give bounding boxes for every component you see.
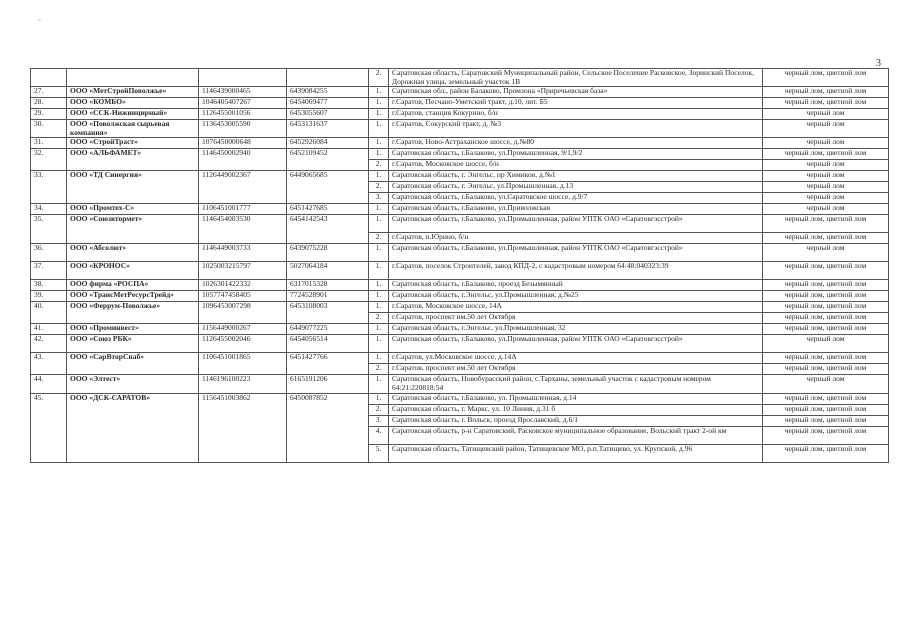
cell-inn: 6453108003 (287, 302, 369, 324)
cell-inn: 7724528901 (287, 291, 369, 302)
corner-mark: - (38, 14, 41, 24)
cell-company-name: ООО «Союз РБК» (67, 335, 199, 353)
cell-site-address: Саратовская область, г.Балаково, ул.Промышленная, 9/1,9/2 (389, 149, 763, 160)
cell-site-address: Саратовская область, г.Балаково, ул.Промышленная, район УПТК ОАО «Саратовгэсстрой» (389, 335, 763, 353)
cell-number: 36. (31, 244, 67, 262)
cell-number: 44. (31, 375, 67, 393)
cell-number: 37. (31, 262, 67, 280)
cell-company-name: ООО «КОМБО» (67, 98, 199, 109)
table-row (31, 335, 889, 353)
cell-site-address: Саратовская обл., район Балаково, Промзона «Приречьевская база» (389, 87, 763, 98)
cell-site-number: 1. (369, 215, 389, 233)
cell-inn: 6454142543 (287, 215, 369, 244)
cell-site-address: г.Саратов, Московское шоссе, 14А (389, 302, 763, 313)
cell-site-number: 1. (369, 335, 389, 353)
cell-site-address: Саратовская область, р-н Саратовский, Расковское муниципальное образование, Вольский тракт 2-ой км (389, 426, 763, 444)
cell-site-address: Саратовская область, г.Балаково, ул.Промышленная, район УПТК ОАО «Саратовгэсстрой» (389, 215, 763, 233)
cell-site-address: Саратовская область, г.Балаково, ул. Промышленная, д.14 (389, 393, 763, 404)
cell-company-name: ООО «ДСК-САРАТОВ» (67, 393, 199, 462)
cell-ogrn: 1146450002940 (199, 149, 287, 171)
cell-site-number: 2. (369, 182, 389, 193)
cell-ogrn: 1136453005590 (199, 120, 287, 138)
cell-ogrn: 1106451001777 (199, 204, 287, 215)
cell-site-address: Саратовская область, г. Энгельс, ул.Промышленная, д.13 (389, 182, 763, 193)
cell-ogrn: 1126455001056 (199, 109, 287, 120)
cell-ogrn: 1146454003530 (199, 215, 287, 244)
cell-site-address: Саратовская область, Татищевский район, Татищевское МО, р.п.Татищево, ул. Крупской, д.96 (389, 444, 763, 462)
cell-scrap-type: черный лом (763, 375, 889, 393)
cell-site-number: 2. (369, 233, 389, 244)
cell-inn: 6450087852 (287, 393, 369, 462)
cell-inn (287, 69, 369, 87)
table-row (31, 69, 889, 87)
cell-scrap-type: черный лом (763, 171, 889, 182)
cell-company-name: ООО «ССК-Нижинцирный» (67, 109, 199, 120)
cell-scrap-type: черный лом, цветной лом (763, 313, 889, 324)
cell-scrap-type: черный лом, цветной лом (763, 302, 889, 313)
cell-site-number: 1. (369, 324, 389, 335)
cell-company-name: ООО «Проминвест» (67, 324, 199, 335)
cell-inn: 6453131637 (287, 120, 369, 138)
cell-ogrn: 1046405407267 (199, 98, 287, 109)
cell-site-number: 1. (369, 149, 389, 160)
cell-scrap-type: черный лом (763, 335, 889, 353)
cell-site-address: г.Саратов, проспект им.50 лет Октября (389, 313, 763, 324)
cell-site-address: Саратовская область, г.Балаково, ул.Приволжская (389, 204, 763, 215)
cell-inn: 6449077225 (287, 324, 369, 335)
cell-number: 30. (31, 120, 67, 138)
cell-scrap-type: черный лом (763, 160, 889, 171)
cell-ogrn: 1126455002046 (199, 335, 287, 353)
cell-scrap-type: черный лом, цветной лом (763, 393, 889, 404)
table-row (31, 375, 889, 393)
cell-company-name: ООО «ТД Синергия» (67, 171, 199, 204)
table-row (31, 98, 889, 109)
cell-inn: 6452926084 (287, 138, 369, 149)
cell-scrap-type: черный лом, цветной лом (763, 444, 889, 462)
cell-site-address: г.Саратов, проспект им.50 лет Октября (389, 364, 763, 375)
table-row (31, 280, 889, 291)
cell-company-name: ООО «Союзвтормет» (67, 215, 199, 244)
cell-scrap-type: черный лом, цветной лом (763, 262, 889, 280)
cell-site-address: Саратовская область, г. Вольск, проезд Ярославский, д.6/1 (389, 415, 763, 426)
cell-number: 45. (31, 393, 67, 462)
cell-scrap-type: черный лом, цветной лом (763, 87, 889, 98)
cell-inn: 6165191206 (287, 375, 369, 393)
table-row (31, 302, 889, 313)
cell-company-name: ООО «Промтех-С» (67, 204, 199, 215)
page-number: 3 (876, 58, 881, 69)
cell-site-address: г.Саратов, Песчано-Уметский тракт, д.10, лит. Б5 (389, 98, 763, 109)
cell-company-name: ООО «ТрансМетРесурсТрейд» (67, 291, 199, 302)
cell-site-address: г.Саратов, п.Юрино, б/н (389, 233, 763, 244)
cell-site-number: 1. (369, 138, 389, 149)
cell-company-name: ООО «СарВторСнаб» (67, 353, 199, 375)
table-row (31, 262, 889, 280)
cell-ogrn: 1146449003733 (199, 244, 287, 262)
cell-ogrn: 1146196100223 (199, 375, 287, 393)
cell-site-number: 1. (369, 171, 389, 182)
cell-scrap-type: черный лом, цветной лом (763, 98, 889, 109)
cell-site-number: 1. (369, 244, 389, 262)
cell-scrap-type: черный лом, цветной лом (763, 324, 889, 335)
cell-scrap-type: черный лом, цветной лом (763, 364, 889, 375)
cell-site-number: 1. (369, 393, 389, 404)
cell-site-number: 4. (369, 426, 389, 444)
cell-inn: 6317015328 (287, 280, 369, 291)
table-row (31, 215, 889, 233)
cell-scrap-type: черный лом (763, 109, 889, 120)
cell-site-address: Саратовская область, г. Энгельс, пр Химиков, д.№1 (389, 171, 763, 182)
cell-company-name: ООО «Поволжская сырьевая компания» (67, 120, 199, 138)
cell-inn: 6454056514 (287, 335, 369, 353)
cell-site-number: 1. (369, 291, 389, 302)
cell-scrap-type: черный лом (763, 182, 889, 193)
cell-inn: 6451427766 (287, 353, 369, 375)
cell-site-number: 1. (369, 280, 389, 291)
cell-company-name: ООО «Элтест» (67, 375, 199, 393)
cell-company-name: ООО «КРОНОС» (67, 262, 199, 280)
table-row (31, 87, 889, 98)
cell-company-name: ООО «СтройТраст» (67, 138, 199, 149)
cell-site-number: 2. (369, 160, 389, 171)
cell-inn: 6439084255 (287, 87, 369, 98)
cell-site-number: 1. (369, 98, 389, 109)
cell-number (31, 69, 67, 87)
table-row (31, 138, 889, 149)
cell-scrap-type: черный лом, цветной лом (763, 69, 889, 87)
cell-number: 34. (31, 204, 67, 215)
table-row (31, 353, 889, 364)
table-row (31, 149, 889, 160)
cell-scrap-type: черный лом (763, 193, 889, 204)
cell-number: 28. (31, 98, 67, 109)
cell-inn: 6454069477 (287, 98, 369, 109)
cell-site-address: г.Саратов, Московское шоссе, б/н (389, 160, 763, 171)
cell-number: 35. (31, 215, 67, 244)
cell-site-number: 2. (369, 364, 389, 375)
cell-ogrn: 1025003215797 (199, 262, 287, 280)
cell-company-name (67, 69, 199, 87)
cell-company-name: ООО «Феррум-Поволжье» (67, 302, 199, 324)
cell-number: 41. (31, 324, 67, 335)
cell-scrap-type: черный лом (763, 204, 889, 215)
cell-site-number: 3. (369, 193, 389, 204)
table-row (31, 393, 889, 404)
cell-number: 38. (31, 280, 67, 291)
cell-scrap-type: черный лом, цветной лом (763, 353, 889, 364)
cell-site-number: 2. (369, 69, 389, 87)
cell-site-number: 5. (369, 444, 389, 462)
cell-ogrn: 1106451001865 (199, 353, 287, 375)
cell-ogrn: 1026301422332 (199, 280, 287, 291)
table-row (31, 324, 889, 335)
cell-site-number: 2. (369, 404, 389, 415)
table-row (31, 171, 889, 182)
cell-scrap-type: черный лом, цветной лом (763, 415, 889, 426)
cell-ogrn (199, 69, 287, 87)
cell-site-number: 1. (369, 302, 389, 313)
cell-site-address: Саратовская область, г.Балаково, ул.Саратовское шоссе, д.9/7 (389, 193, 763, 204)
table-row (31, 120, 889, 138)
cell-scrap-type: черный лом (763, 120, 889, 138)
cell-number: 27. (31, 87, 67, 98)
cell-site-number: 3. (369, 415, 389, 426)
cell-scrap-type: черный лом (763, 244, 889, 262)
cell-site-address: г.Саратов, станция Кокурино, б/н (389, 109, 763, 120)
table-row (31, 291, 889, 302)
cell-scrap-type: черный лом, цветной лом (763, 149, 889, 160)
cell-site-address: Саратовская область, г.Балаково, ул.Промышленная, район УПТК ОАО «Саратовгэсстрой» (389, 244, 763, 262)
cell-company-name: ООО «Абсолют» (67, 244, 199, 262)
cell-site-address: Саратовская область, г. Маркс, ул. 10 Линия, д.31 б (389, 404, 763, 415)
cell-inn: 5027064184 (287, 262, 369, 280)
cell-site-number: 1. (369, 87, 389, 98)
table-row (31, 244, 889, 262)
cell-inn: 6453055607 (287, 109, 369, 120)
cell-ogrn: 1096453007298 (199, 302, 287, 324)
cell-inn: 6439075228 (287, 244, 369, 262)
cell-company-name: ООО фирма «РОСПА» (67, 280, 199, 291)
cell-site-address: Саратовская область, Новобурасский район, с.Тарханы, земельный участок с кадастровым номером 64:21:220818:54 (389, 375, 763, 393)
cell-site-address: Саратовская область, г.Балаково, проезд Безымянный (389, 280, 763, 291)
registry-table (30, 68, 889, 463)
cell-number: 31. (31, 138, 67, 149)
cell-scrap-type: черный лом, цветной лом (763, 291, 889, 302)
cell-site-number: 1. (369, 262, 389, 280)
cell-inn: 6449065685 (287, 171, 369, 204)
cell-ogrn: 1156451003862 (199, 393, 287, 462)
cell-number: 29. (31, 109, 67, 120)
cell-company-name: ООО «АЛЬФАМЕТ» (67, 149, 199, 171)
cell-ogrn: 1076450000648 (199, 138, 287, 149)
cell-site-address: Саратовская область, Саратовский Муниципальный район, Сельское Поселение Расковское, Зоринский Поселок, Дорожная улица, земельный участок 1В (389, 69, 763, 87)
table-row (31, 109, 889, 120)
cell-scrap-type: черный лом, цветной лом (763, 215, 889, 233)
cell-site-number: 1. (369, 353, 389, 364)
cell-ogrn: 1146439000465 (199, 87, 287, 98)
cell-site-number: 1. (369, 204, 389, 215)
cell-scrap-type: черный лом (763, 138, 889, 149)
cell-ogrn: 1057747458405 (199, 291, 287, 302)
cell-site-number: 1. (369, 109, 389, 120)
cell-site-address: г.Саратов, поселок Строителей, завод КПД-2, с кадастровым номером 64:48:040323:39 (389, 262, 763, 280)
cell-site-number: 1. (369, 375, 389, 393)
cell-scrap-type: черный лом, цветной лом (763, 426, 889, 444)
cell-site-address: г.Саратов, Сокурский тракт, д. №3 (389, 120, 763, 138)
cell-number: 33. (31, 171, 67, 204)
cell-number: 42. (31, 335, 67, 353)
cell-site-address: Саратовская область, г.Энгельс, ул.Промышленная, 32 (389, 324, 763, 335)
cell-number: 32. (31, 149, 67, 171)
cell-number: 39. (31, 291, 67, 302)
cell-inn: 6452109452 (287, 149, 369, 171)
cell-inn: 6451427685 (287, 204, 369, 215)
cell-scrap-type: черный лом, цветной лом (763, 404, 889, 415)
cell-ogrn: 1126449002367 (199, 171, 287, 204)
table-row (31, 204, 889, 215)
cell-site-address: Саратовская область, г.Энгельс, ул.Промышленная, д.№25 (389, 291, 763, 302)
cell-number: 40. (31, 302, 67, 324)
cell-scrap-type: черный лом, цветной лом (763, 233, 889, 244)
cell-company-name: ООО «МетСтройПоволжье» (67, 87, 199, 98)
cell-site-number: 1. (369, 120, 389, 138)
cell-site-address: г.Саратов, ул.Московское шоссе, д.14А (389, 353, 763, 364)
cell-site-address: г.Саратов, Ново-Астраханское шоссе, д.№80 (389, 138, 763, 149)
cell-scrap-type: черный лом, цветной лом (763, 280, 889, 291)
cell-site-number: 2. (369, 313, 389, 324)
cell-number: 43. (31, 353, 67, 375)
cell-ogrn: 1156449000267 (199, 324, 287, 335)
